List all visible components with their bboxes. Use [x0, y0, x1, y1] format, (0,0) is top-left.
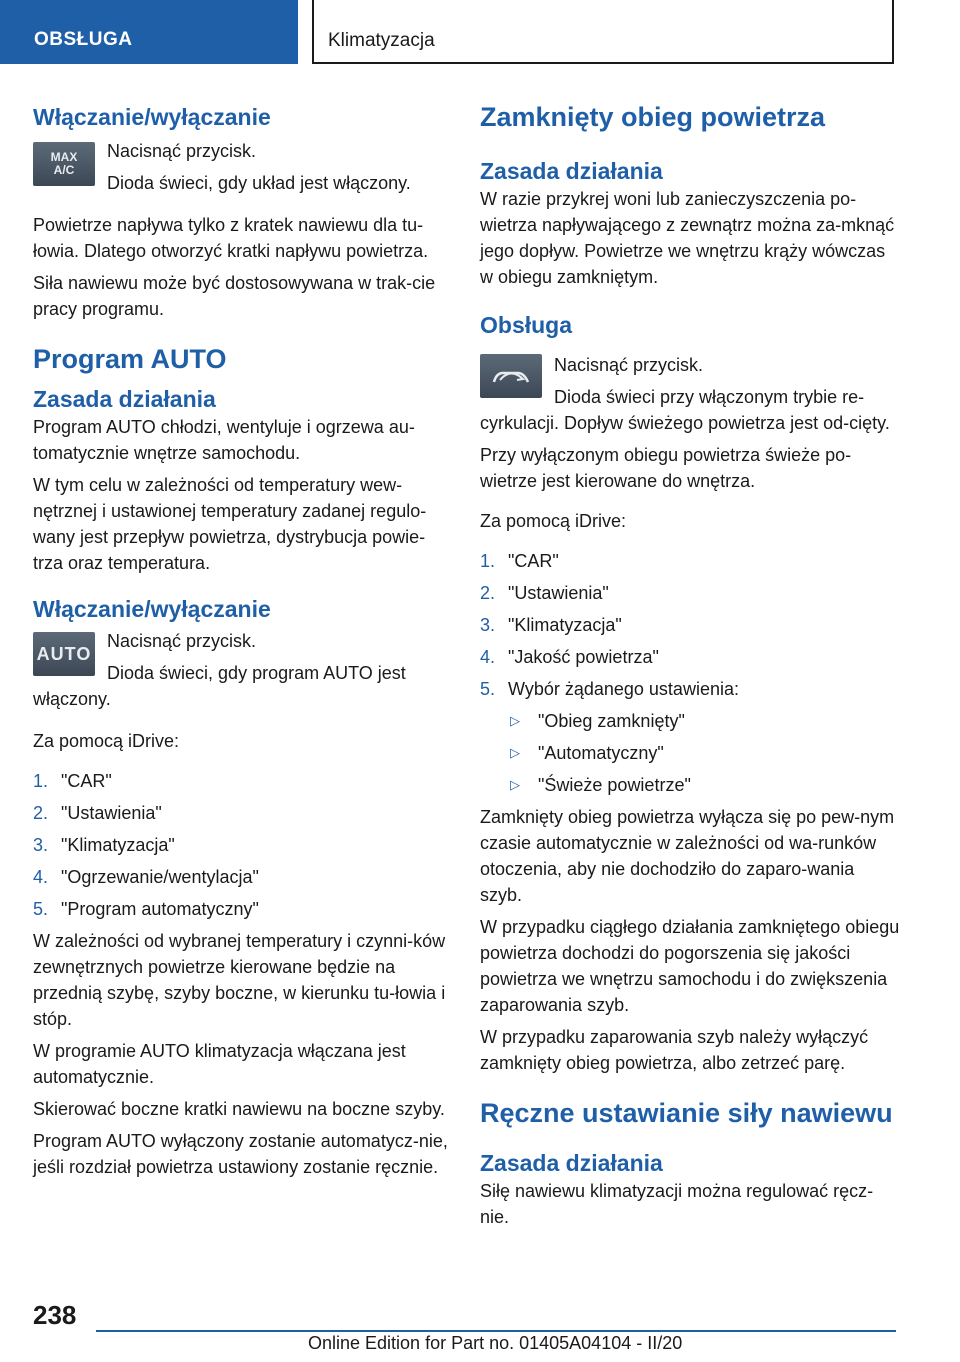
heading-principle: Zasada działania	[480, 158, 663, 184]
step-list	[33, 768, 453, 922]
paragraph: Dioda świeci przy włączonym trybie re-cyrkulacji. Dopływ świeżego powietrza jest od-cięty.	[480, 387, 890, 433]
right-column	[480, 100, 900, 1230]
list-item: ▷ "Świeże powietrze"	[510, 772, 900, 798]
list-item: 5. "Program automatyczny"	[33, 899, 259, 919]
paragraph: Przy wyłączonym obiegu powietrza świeże po-wietrze jest kierowane do wnętrza.	[480, 445, 852, 491]
recirculation-icon	[488, 362, 534, 390]
list-item: 4. "Ogrzewanie/wentylacja"	[33, 867, 259, 887]
paragraph: Dioda świeci, gdy program AUTO jest włączony.	[33, 663, 406, 709]
paragraph: W przypadku zaparowania szyb należy wyłączyć zamknięty obieg powietrza, albo zetrzeć parę.	[480, 1027, 869, 1073]
list-item: 3. "Klimatyzacja"	[33, 835, 175, 855]
paragraph: Siłę nawiewu klimatyzacji można regulować ręcz-nie.	[480, 1181, 874, 1227]
paragraph: W zależności od wybranej temperatury i czynni-ków zewnętrznych powietrze kierowane będzie na przednią szybę, szyby boczne, w kierunku tu-łowia i stóp.	[33, 931, 446, 1029]
triangle-bullet-icon: ▷	[510, 713, 520, 728]
paragraph: W przypadku ciągłego działania zamkniętego obiegu powietrza dochodzi do pogorszenia się jakości powietrza we wnętrzu samochodu i do zwiększenia zaparowania szyb.	[480, 917, 900, 1015]
list-item: ▷ "Automatyczny"	[510, 740, 900, 766]
chapter-title: Klimatyzacja	[328, 30, 435, 51]
list-item: 5. Wybór żądanego ustawienia:	[480, 679, 739, 699]
heading-operation: Obsługa	[480, 312, 573, 338]
heading-closed-circulation: Zamknięty obieg powietrza	[480, 102, 826, 132]
triangle-bullet-icon: ▷	[510, 777, 520, 792]
triangle-bullet-icon: ▷	[510, 745, 520, 760]
footer-divider	[96, 1330, 896, 1332]
max-ac-icon-line1: MAX	[50, 150, 78, 164]
paragraph: Dioda świeci, gdy układ jest włączony.	[107, 173, 411, 193]
heading-on-off: Włączanie/wyłączanie	[33, 104, 271, 130]
heading-program-auto: Program AUTO	[33, 344, 227, 374]
paragraph: Program AUTO wyłączony zostanie automatycz-nie, jeśli rozdział powietrza ustawiony zostanie ręcznie.	[33, 1131, 448, 1177]
heading-manual-fan: Ręczne ustawianie siły nawiewu	[480, 1098, 893, 1128]
paragraph: Nacisnąć przycisk.	[107, 631, 257, 651]
list-item: 1. "CAR"	[33, 771, 112, 791]
list-item: 3. "Klimatyzacja"	[480, 615, 622, 635]
left-column	[33, 100, 453, 1180]
max-ac-icon-line2: A/C	[53, 163, 75, 177]
paragraph: Nacisnąć przycisk.	[107, 141, 257, 161]
max-ac-button-icon	[33, 142, 95, 186]
heading-principle: Zasada działania	[480, 1150, 663, 1176]
list-item: ▷ "Obieg zamknięty"	[510, 708, 900, 734]
paragraph: Powietrze napływa tylko z kratek nawiewu dla tu-łowia. Dlatego otworzyć kratki napływu powietrza.	[33, 215, 429, 261]
paragraph: Zamknięty obieg powietrza wyłącza się po pew-nym czasie automatycznie w zależności od wa-runków otoczenia, aby nie dochodziło do zaparo-wania szyb.	[480, 807, 895, 905]
heading-on-off: Włączanie/wyłączanie	[33, 596, 271, 622]
paragraph: W tym celu w zależności od temperatury wew-nętrznej i ustawionej temperatury zadanej regulo-wany jest przepływ powietrza, dystrybucja powie-trza oraz temperatura.	[33, 475, 427, 573]
auto-button-icon: AUTO	[33, 632, 95, 676]
list-item: 4. "Jakość powietrza"	[480, 647, 659, 667]
paragraph: W razie przykrej woni lub zanieczyszczenia po-wietrza napływającego z zewnątrz można za-mknąć jego dopływ. Powietrze we wnętrzu krąży wówczas w obiegu zamkniętym.	[480, 189, 895, 287]
heading-principle: Zasada działania	[33, 386, 216, 412]
paragraph: Za pomocą iDrive:	[33, 731, 180, 751]
footer-edition: Online Edition for Part no. 01405A04104 - II/20	[308, 1333, 683, 1353]
paragraph: Siła nawiewu może być dostosowywana w trak-cie pracy programu.	[33, 273, 436, 319]
paragraph: Nacisnąć przycisk.	[554, 355, 704, 375]
paragraph: Skierować boczne kratki nawiewu na boczne szyby.	[33, 1099, 445, 1119]
step-list	[480, 548, 900, 702]
option-list	[480, 708, 900, 798]
section-tab	[0, 0, 298, 64]
paragraph: W programie AUTO klimatyzacja włączana jest automatycznie.	[33, 1041, 406, 1087]
section-title: OBSŁUGA	[34, 29, 133, 50]
paragraph: Za pomocą iDrive:	[480, 511, 627, 531]
chapter-tab	[312, 0, 894, 64]
list-item: 2. "Ustawienia"	[480, 583, 609, 603]
list-item: 2. "Ustawienia"	[33, 803, 162, 823]
paragraph: Program AUTO chłodzi, wentyluje i ogrzewa au-tomatycznie wnętrze samochodu.	[33, 417, 415, 463]
page-number: 238	[33, 1300, 77, 1330]
recirculation-button-icon	[480, 354, 542, 398]
list-item: 1. "CAR"	[480, 551, 559, 571]
